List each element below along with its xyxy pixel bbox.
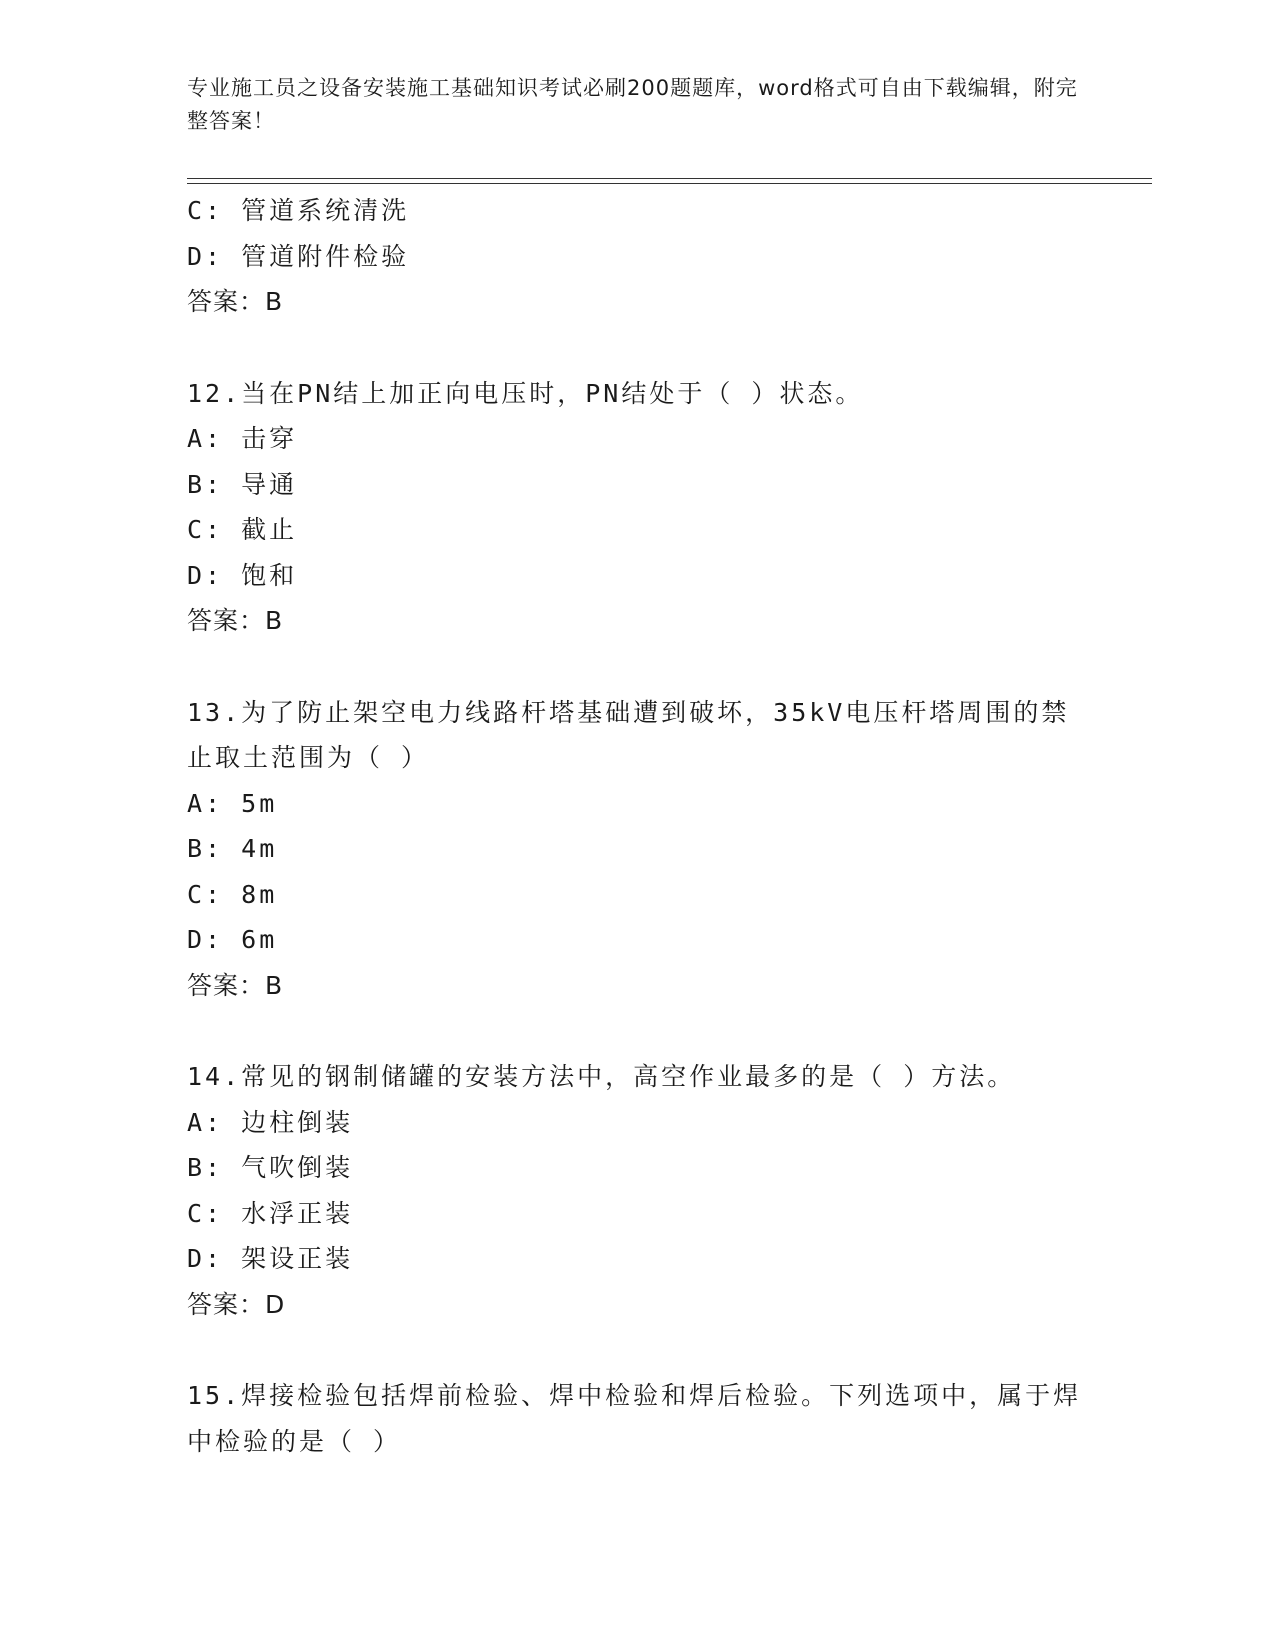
option-c: C: 8m — [187, 879, 278, 909]
option-c: C: 水浮正装 — [187, 1198, 354, 1228]
answer-label: 答案：B — [187, 970, 284, 1000]
option-d: D: 6m — [187, 925, 278, 954]
question-stem: 15.焊接检验包括焊前检验、焊中检验和焊后检验。下列选项中，属于焊中检验的是（ ） — [187, 1381, 1082, 1456]
answer-label: 答案：B — [187, 287, 284, 316]
question-block-14 — [187, 1054, 1087, 1327]
question-block-13 — [187, 690, 1087, 1009]
question-block-15 — [187, 1373, 1087, 1464]
answer-label: 答案：D — [187, 1289, 286, 1319]
question-stem: 14.常见的钢制储罐的安装方法中，高空作业最多的是（ ）方法。 — [187, 1062, 1016, 1091]
question-content — [187, 188, 1087, 1464]
option-a: A: 5m — [187, 788, 278, 818]
option-d: D: 架设正装 — [187, 1244, 354, 1273]
option-a: A: 边柱倒装 — [187, 1107, 354, 1137]
option-b: B: 4m — [187, 834, 278, 863]
question-stem: 13.为了防止架空电力线路杆塔基础遭到破坏，35kV电压杆塔周围的禁止取土范围为（ ） — [187, 697, 1070, 772]
header-rule-top — [187, 178, 1152, 179]
option-c: C: 管道系统清洗 — [187, 196, 410, 225]
option-a: A: 击穿 — [187, 424, 298, 453]
option-b: B: 气吹倒装 — [187, 1153, 354, 1182]
option-b: B: 导通 — [187, 469, 298, 499]
option-d: D: 管道附件检验 — [187, 241, 410, 271]
question-block-11 — [187, 188, 1087, 325]
header-rule-bottom — [187, 183, 1152, 184]
question-stem: 12.当在PN结上加正向电压时，PN结处于（ ）状态。 — [187, 378, 864, 408]
answer-label: 答案：B — [187, 606, 284, 635]
option-c: C: 截止 — [187, 515, 298, 544]
option-d: D: 饱和 — [187, 560, 298, 590]
page-header: 专业施工员之设备安装施工基础知识考试必刷200题题库，word格式可自由下载编辑，附完整答案！ — [187, 76, 1078, 133]
question-block-12 — [187, 371, 1087, 644]
